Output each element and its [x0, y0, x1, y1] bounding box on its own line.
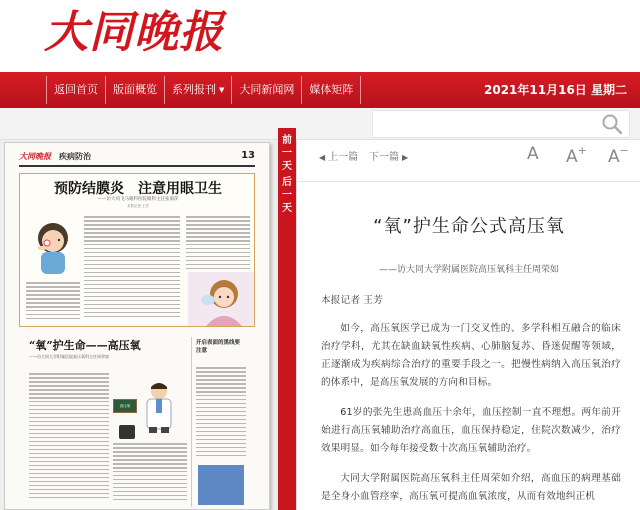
- girl-illustration: [26, 216, 80, 276]
- arrow-right-icon: ▶: [402, 153, 409, 162]
- paper-article-title: 预防结膜炎 注意用眼卫生: [54, 181, 222, 197]
- chevron-down-icon: ▼: [219, 86, 225, 94]
- article-paragraph: 如今，高压氧医学已成为一门交叉性的、多学科相互融合的临床治疗学科，尤其在缺血缺氧性疾病、心肺脑复苏、昏迷促醒等领域，正逐渐成为疾病综合治疗的重要手段之一。把慢性病纳入高压氧治疗的体系中，是高压氧发展的方向和目标。: [321, 323, 621, 388]
- search-strip: [0, 108, 640, 140]
- minus-icon: −: [619, 144, 629, 157]
- font-default-button[interactable]: [527, 144, 539, 164]
- paper-sidebar-title: 开启表面的黑线要注意: [196, 340, 241, 354]
- search-icon[interactable]: [600, 112, 624, 136]
- nav-media[interactable]: [302, 76, 361, 104]
- paper-text-block: [29, 373, 109, 501]
- paper-article-subtitle: ——访大同大学附属医院高压氧科主任周荣如: [29, 354, 109, 359]
- paper-header: [19, 151, 255, 167]
- doctor-illustration: [137, 379, 181, 433]
- article-byline: 本报记者 王芳: [321, 295, 384, 306]
- paper-article-title: “氧”护生命——高压氧: [29, 339, 141, 352]
- nav-news-site[interactable]: [232, 76, 302, 104]
- paper-page-number: 13: [241, 150, 255, 161]
- next-article-label: 下一篇: [369, 152, 399, 163]
- prev-article-button[interactable]: [319, 148, 358, 163]
- site-logo[interactable]: 大同晚报: [44, 7, 224, 58]
- paper-text-block: [26, 282, 80, 322]
- article-paragraph: 大同大学附属医院高压氧科主任周荣如介绍，高血压的病理基础是全身小血管痉挛，高压氧可提高血氧浓度，从而有效地纠正机: [321, 473, 621, 502]
- paper-logo: 大同晚报: [19, 152, 51, 161]
- site-header: [0, 0, 640, 70]
- woman-illustration: [188, 272, 254, 326]
- current-date: 2021年11月16日 星期二: [484, 83, 627, 97]
- nav-menu: [46, 76, 361, 104]
- font-increase-button[interactable]: [566, 144, 587, 167]
- nav-news-site-label: 大同新闻网: [239, 83, 295, 96]
- font-increase-label: A: [566, 147, 578, 167]
- nav-home-label: 返回首页: [54, 83, 98, 96]
- nav-home[interactable]: [46, 76, 106, 104]
- arrow-left-icon: ◀: [319, 153, 326, 162]
- font-decrease-label: A: [608, 147, 620, 167]
- newspaper-page-panel: [0, 140, 278, 510]
- prev-day-char: 一: [282, 148, 292, 159]
- main-nav: [0, 72, 640, 108]
- paper-text-block: [113, 443, 187, 503]
- nav-overview-label: 版面概览: [113, 83, 157, 96]
- paper-article-conjunctivitis[interactable]: [19, 173, 255, 327]
- paper-sidebar: [191, 337, 249, 507]
- nav-series[interactable]: [165, 76, 232, 104]
- nav-media-label: 媒体矩阵: [309, 83, 354, 96]
- font-decrease-button[interactable]: [608, 144, 629, 167]
- prev-day-link[interactable]: [278, 134, 296, 173]
- paper-article-subtitle: ——访大同飞马眼科医院眼科主任张菊萍: [97, 197, 179, 202]
- next-day-char: 一: [282, 190, 292, 201]
- article-subtitle: ——访大同大学附属医院高压氧科主任周荣如: [378, 265, 559, 275]
- next-day-char: 后: [282, 177, 292, 188]
- nav-overview[interactable]: [106, 76, 165, 104]
- newspaper-page[interactable]: [4, 142, 270, 510]
- article-reader: [296, 140, 640, 510]
- paper-article-byline: 本报记者 王芳: [126, 204, 150, 208]
- paper-text-block: [186, 216, 250, 272]
- nav-series-label: 系列报刊: [172, 83, 216, 96]
- article-body: [321, 292, 621, 510]
- article-title: “氧”护生命公式高压氧: [373, 216, 565, 237]
- paper-section: 疾病防治: [59, 152, 91, 161]
- paper-text-block: [196, 367, 246, 459]
- prev-day-char: 天: [282, 161, 292, 172]
- paper-ad-image: [198, 465, 244, 505]
- article-paragraph: 61岁的张先生患高血压十余年，血压控制一直不理想。两年前开始进行高压氧辅助治疗高血压，血压保持稳定，住院次数减少，治疗效果明显。如今每年接受数十次高压氧辅助治疗。: [321, 407, 621, 454]
- paper-article-oxygen[interactable]: [19, 333, 255, 509]
- board-text: 高压氧: [119, 404, 131, 408]
- next-article-button[interactable]: [369, 148, 408, 163]
- tv-illustration: [119, 425, 135, 439]
- prev-day-char: 前: [282, 135, 292, 146]
- prev-article-label: 上一篇: [328, 152, 359, 163]
- plus-icon: +: [577, 144, 587, 157]
- paper-text-block: [84, 216, 180, 320]
- font-default-label: A: [527, 144, 539, 164]
- next-day-link[interactable]: [278, 176, 296, 215]
- search-input[interactable]: [372, 110, 630, 138]
- blackboard-illustration: [113, 399, 137, 413]
- next-day-char: 天: [282, 203, 292, 214]
- reader-toolbar: [297, 140, 640, 182]
- day-switcher: [278, 128, 296, 510]
